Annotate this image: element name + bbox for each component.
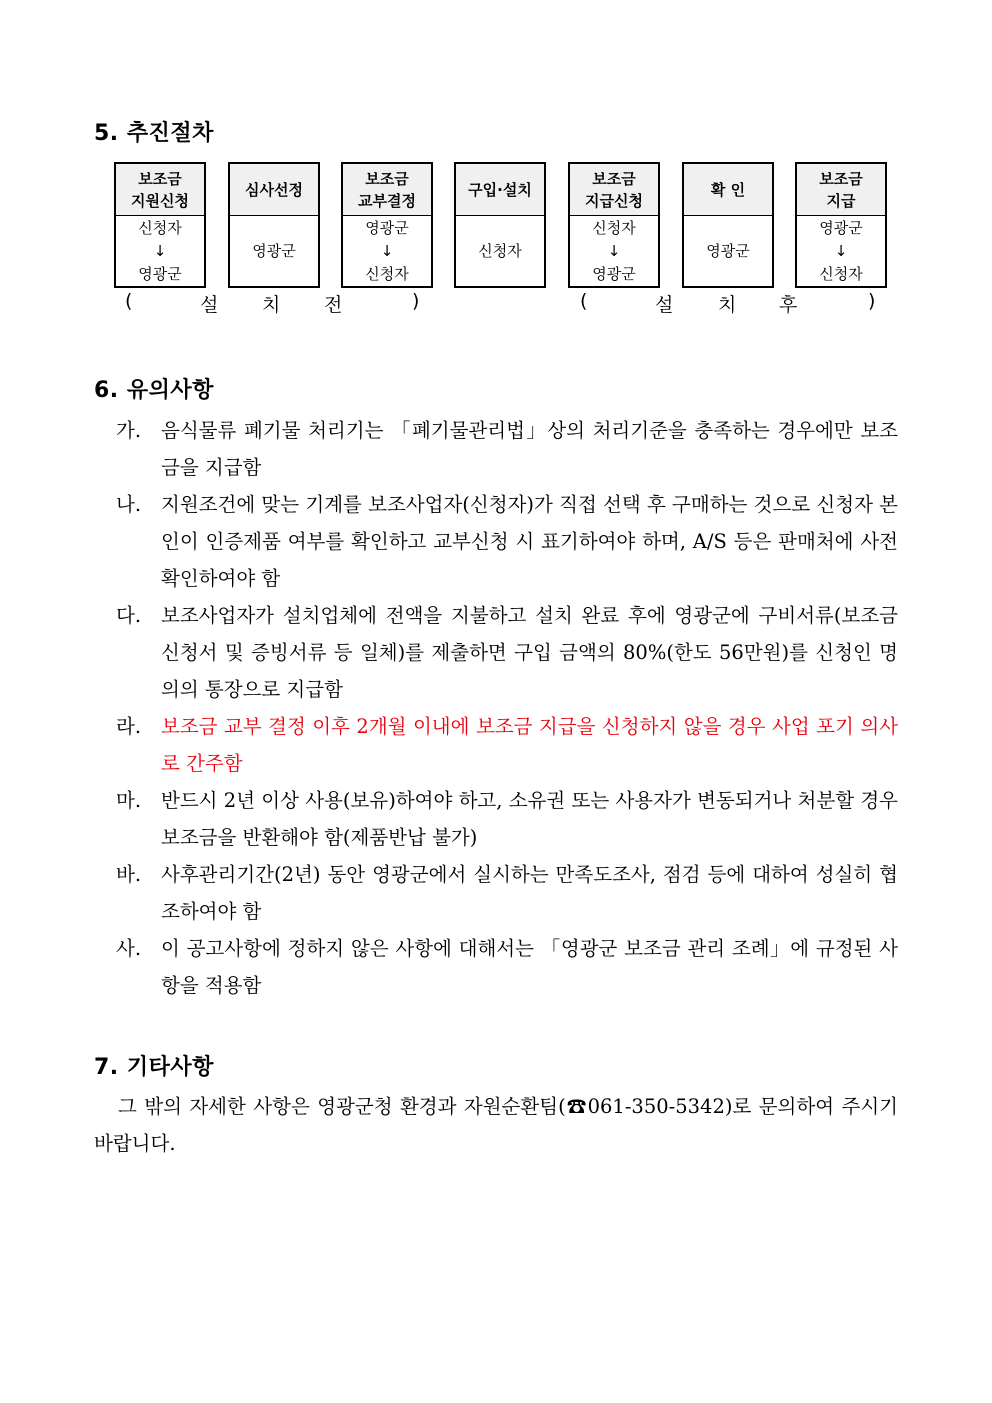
notice-item-ma: [116, 782, 898, 856]
flow-step-4: [454, 162, 546, 288]
notice-list: [116, 412, 898, 1004]
phase-labels: [0, 290, 992, 316]
flow-step-6: [682, 162, 774, 288]
flow-step-5: [568, 162, 660, 288]
phase-after-char: 설: [655, 294, 674, 316]
flow-step-actor: 영광군: [252, 242, 296, 260]
notice-text: 반드시 2년 이상 사용(보유)하여야 하고, 소유권 또는 사용자가 변동되거나 처분할 경우 보조금을 반환해야 함(제품반납 불가): [161, 789, 898, 849]
notice-item-ga: [116, 412, 898, 486]
flow-step-actor: 영광군: [706, 242, 750, 260]
notice-marker: 바.: [116, 863, 142, 886]
phase-before-open: (: [125, 290, 133, 312]
notice-item-sa: [116, 930, 898, 1004]
flow-step-title: 보조금 지급신청: [570, 164, 658, 216]
flow-step-7: [795, 162, 887, 288]
section-title-other: 7. 기타사항: [94, 1055, 214, 1080]
phase-before-char: 전: [324, 294, 343, 316]
section-title-procedure: 5. 추진절차: [94, 121, 214, 146]
flow-step-title: 보조금 교부결정: [343, 164, 431, 216]
notice-text: 지원조건에 맞는 기계를 보조사업자(신청자)가 직접 선택 후 구매하는 것으로 신청자 본인이 인증제품 여부를 확인하고 교부신청 시 표기하여야 하며, A/S 등은 판매처에 사전 확인하여야 함: [161, 493, 898, 590]
notice-text: 음식물류 폐기물 처리기는 「폐기물관리법」상의 처리기준을 충족하는 경우에만 보조금을 지급함: [161, 419, 898, 479]
phase-before-char: 설: [200, 294, 219, 316]
section-title-notices: 6. 유의사항: [94, 378, 214, 403]
notice-marker: 마.: [116, 789, 142, 812]
flow-step-title: 심사선정: [230, 164, 318, 216]
flow-step-actor: 신청자: [478, 242, 522, 260]
notice-marker: 가.: [116, 419, 142, 442]
flow-step-actor: 신청자 ↓ 영광군: [138, 219, 182, 283]
notice-marker: 다.: [116, 604, 142, 627]
notice-text: 보조사업자가 설치업체에 전액을 지불하고 설치 완료 후에 영광군에 구비서류(보조금 신청서 및 증빙서류 등 일체)를 제출하면 구입 금액의 80%(한도 56만원)를 신청인 명의의 통장으로 지급함: [161, 604, 898, 701]
procedure-flow: [114, 162, 890, 292]
phase-after-char: 치: [718, 294, 737, 316]
flow-step-title: 구입·설치: [456, 164, 544, 216]
notice-text: 이 공고사항에 정하지 않은 사항에 대해서는 「영광군 보조금 관리 조례」에 규정된 사항을 적용함: [161, 937, 898, 997]
flow-step-2: [228, 162, 320, 288]
flow-step-title: 확 인: [684, 164, 772, 216]
notice-marker: 라.: [116, 715, 142, 738]
notice-text-highlighted: 보조금 교부 결정 이후 2개월 이내에 보조금 지급을 신청하지 않을 경우 사업 포기 의사로 간주함: [161, 715, 898, 775]
phase-after-char: 후: [779, 294, 798, 316]
notice-item-da: [116, 597, 898, 708]
flow-step-title: 보조금 지원신청: [116, 164, 204, 216]
notice-marker: 나.: [116, 493, 142, 516]
notice-item-ra: [116, 708, 898, 782]
notice-item-na: [116, 486, 898, 597]
flow-step-actor: 신청자 ↓ 영광군: [592, 219, 636, 283]
phase-after-open: (: [580, 290, 588, 312]
notice-text: 사후관리기간(2년) 동안 영광군에서 실시하는 만족도조사, 점검 등에 대하여 성실히 협조하여야 함: [161, 863, 898, 923]
flow-step-actor: 영광군 ↓ 신청자: [365, 219, 409, 283]
flow-step-3: [341, 162, 433, 288]
phase-before-char: 치: [262, 294, 281, 316]
phase-after-close: ): [868, 290, 876, 312]
flow-step-actor: 영광군 ↓ 신청자: [819, 219, 863, 283]
contact-note: 그 밖의 자세한 사항은 영광군청 환경과 자원순환팀(☎061-350-5342)로 문의하여 주시기 바랍니다.: [94, 1095, 898, 1155]
phase-before-close: ): [412, 290, 420, 312]
flow-step-1: [114, 162, 206, 288]
notice-marker: 사.: [116, 937, 142, 960]
flow-step-title: 보조금 지급: [797, 164, 885, 216]
notice-item-ba: [116, 856, 898, 930]
